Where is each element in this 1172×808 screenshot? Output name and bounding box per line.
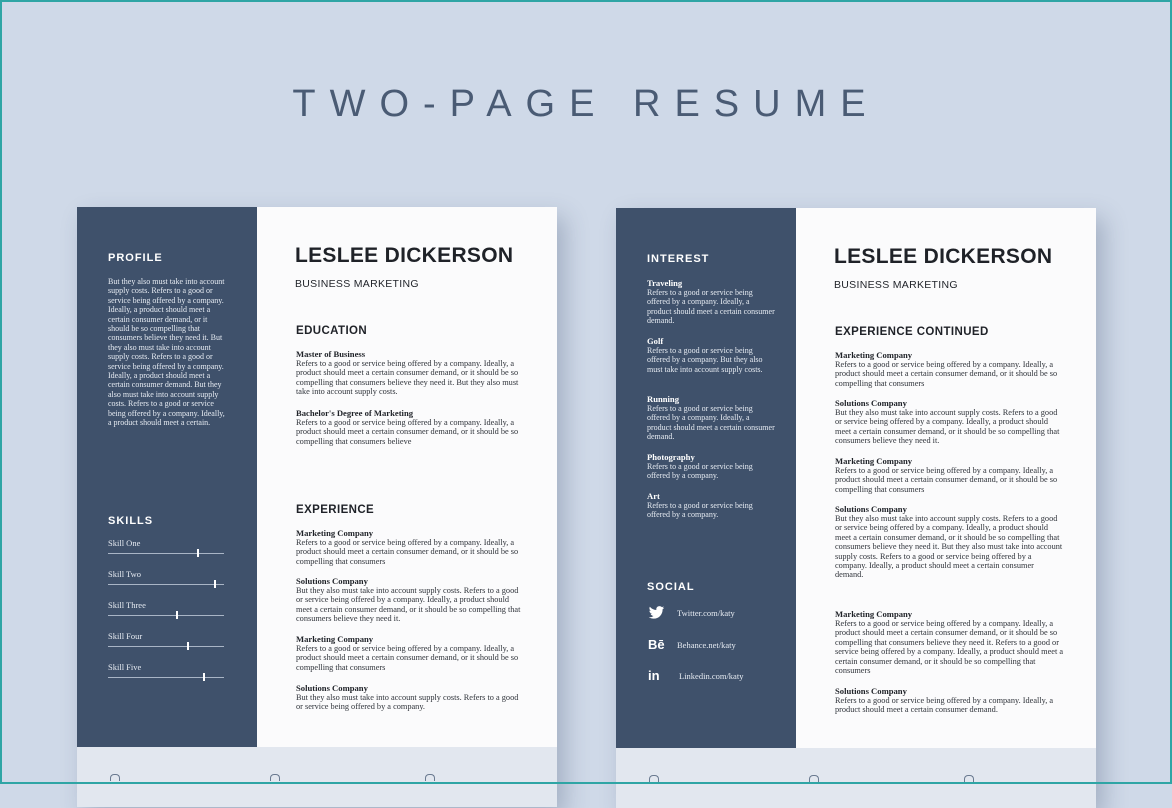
entry-description: Refers to a good or service being offered by a company. Ideally, a product should meet a certain consumer demand, or it should be so compelling that consumers	[835, 466, 1058, 494]
interest-description: Refers to a good or service being offered by a company.	[647, 462, 753, 481]
entry-description: Refers to a good or service being offered by a company. Ideally, a product should meet a certain consumer demand, or it should be so compelling that consumers	[296, 538, 519, 566]
entry-title: Marketing Company	[835, 350, 913, 360]
skill-label: Skill Four	[108, 631, 143, 641]
candidate-role: BUSINESS MARKETING	[834, 279, 958, 291]
education-heading: EDUCATION	[296, 325, 368, 337]
experience-entry	[296, 528, 524, 566]
interest-item	[647, 452, 775, 481]
profile-heading: PROFILE	[108, 252, 163, 264]
entry-description: Refers to a good or service being offered by a company. Ideally, a product should meet a certain consumer demand, or it should be so compelling that consumers believe they need it. But they also must take into account supply costs.	[296, 359, 519, 397]
footer-icon	[964, 775, 974, 782]
footer-icon	[425, 774, 435, 781]
entry-title: Marketing Company	[296, 528, 374, 538]
skill-label: Skill Two	[108, 569, 142, 579]
experience-heading: EXPERIENCE	[296, 504, 375, 516]
entry-title: Solutions Company	[296, 576, 368, 586]
interest-title: Golf	[647, 336, 664, 346]
skill-item	[108, 662, 224, 684]
entry-description: But they also must take into account supply costs. Refers to a good or service being offered by a company. Ideally, a product should meet a certain consumer demand, or it should be so compelling that consumers believe they need it.	[835, 408, 1060, 446]
profile-text: But they also must take into account supply costs. Refers to a good or service being offered by a company. Ideally, a product should meet a certain consumer demand, or it should be so compelling that consumers believe they need it. But they also must take into account supply costs. Refers to a good or service being offered by a company. Ideally, a product should meet a certain consumer demand. But they also must take into account supply costs. Refers to a good or service being offered by a company. Ideally, a product should meet a certain.	[108, 277, 225, 428]
entry-description: Refers to a good or service being offered by a company. Ideally, a product should meet a certain consumer demand, or it should be so compelling that consumers	[835, 360, 1058, 388]
experience-entry	[835, 350, 1063, 388]
page-title: TWO-PAGE RESUME	[292, 83, 880, 125]
experience-entry	[835, 686, 1063, 715]
interest-title: Photography	[647, 452, 695, 462]
twitter-icon	[648, 606, 666, 620]
skill-track	[108, 646, 224, 647]
interest-heading: INTEREST	[647, 253, 710, 265]
entry-description: Refers to a good or service being offered by a company. Ideally, a product should meet a certain consumer demand, or it should be so compelling that consumers	[296, 644, 519, 672]
entry-title: Solutions Company	[835, 504, 907, 514]
social-link-text: Behance.net/katy	[677, 640, 736, 650]
skill-level-marker	[203, 673, 205, 681]
entry-title: Master of Business	[296, 349, 366, 359]
interest-item	[647, 278, 775, 326]
candidate-name: LESLEE DICKERSON	[295, 244, 514, 267]
experience-entry	[296, 576, 524, 624]
experience-entry	[835, 398, 1063, 446]
sidebar-two	[616, 208, 796, 748]
experience-entry	[835, 456, 1063, 494]
interest-title: Art	[647, 491, 660, 501]
experience-entry	[835, 609, 1063, 675]
entry-description: Refers to a good or service being offered by a company. Ideally, a product should meet a certain consumer demand.	[835, 696, 1054, 715]
footer-icon	[649, 775, 659, 782]
experience-entry	[835, 504, 1063, 580]
experience-entry	[296, 683, 524, 712]
interest-item	[647, 394, 775, 442]
footer-strip	[77, 747, 557, 807]
entry-title: Bachelor's Degree of Marketing	[296, 408, 414, 418]
entry-title: Marketing Company	[296, 634, 374, 644]
skill-item	[108, 631, 224, 653]
entry-description: But they also must take into account supply costs. Refers to a good or service being offered by a company.	[296, 693, 519, 712]
social-link-text: Twitter.com/katy	[677, 608, 735, 618]
entry-title: Solutions Company	[835, 398, 907, 408]
entry-title: Marketing Company	[835, 456, 913, 466]
social-row-behance[interactable]	[648, 638, 788, 654]
interest-item	[647, 336, 775, 374]
interest-description: Refers to a good or service being offered by a company. Ideally, a product should meet a certain consumer demand.	[647, 288, 775, 326]
entry-description: Refers to a good or service being offered by a company. Ideally, a product should meet a certain consumer demand, or it should be so compelling that consumers believe they need it. Refers to a good or service being offered by a company. Ideally, a product should meet a certain consumer demand, or it should be so compelling that consumers	[835, 619, 1064, 676]
footer-icon	[809, 775, 819, 782]
education-entry	[296, 349, 524, 397]
entry-title: Solutions Company	[835, 686, 907, 696]
interest-description: Refers to a good or service being offered by a company. Ideally, a product should meet a certain consumer demand.	[647, 404, 775, 442]
entry-description: But they also must take into account supply costs. Refers to a good or service being offered by a company. Ideally, a product should meet a certain consumer demand, or it should be so compelling that consumers believe they need it.	[296, 586, 521, 624]
interest-title: Traveling	[647, 278, 683, 288]
skill-item	[108, 569, 224, 591]
social-row-twitter[interactable]	[648, 606, 788, 622]
entry-title: Solutions Company	[296, 683, 368, 693]
skill-label: Skill Five	[108, 662, 142, 672]
candidate-role: BUSINESS MARKETING	[295, 278, 419, 290]
sidebar-one	[77, 207, 257, 747]
skill-level-marker	[187, 642, 189, 650]
footer-strip	[616, 748, 1096, 808]
education-entry	[296, 408, 524, 446]
skill-label: Skill One	[108, 538, 141, 548]
skills-heading: SKILLS	[108, 515, 154, 527]
social-heading: SOCIAL	[647, 581, 695, 593]
social-link-text: Linkedin.com/katy	[679, 671, 744, 681]
entry-description: But they also must take into account supply costs. Refers to a good or service being offered by a company. Ideally, a product should meet a certain consumer demand, or it should be so compelling that consumers believe they need it. But they also must take into account supply costs. Refers to a good or service being offered by a company. Ideally, a product should meet a certain consumer demand.	[835, 514, 1063, 580]
skill-track	[108, 584, 224, 585]
skill-label: Skill Three	[108, 600, 146, 610]
skill-track	[108, 553, 224, 554]
experience-entry	[296, 634, 524, 672]
linkedin-icon: in	[648, 668, 660, 683]
resume-page-one	[77, 207, 557, 807]
skill-level-marker	[176, 611, 178, 619]
footer-icon	[270, 774, 280, 781]
social-row-linkedin[interactable]	[648, 669, 788, 685]
experience-continued-heading: EXPERIENCE CONTINUED	[835, 326, 989, 338]
skill-track	[108, 677, 224, 678]
candidate-name: LESLEE DICKERSON	[834, 245, 1053, 268]
interest-item	[647, 491, 775, 520]
interest-description: Refers to a good or service being offered by a company. But they also must take into account supply costs.	[647, 346, 763, 374]
skill-item	[108, 600, 224, 622]
interest-title: Running	[647, 394, 680, 404]
skill-level-marker	[214, 580, 216, 588]
interest-description: Refers to a good or service being offered by a company.	[647, 501, 753, 520]
footer-icon	[110, 774, 120, 781]
behance-icon: Bē	[648, 637, 665, 652]
entry-description: Refers to a good or service being offered by a company. Ideally, a product should meet a certain consumer demand, or it should be so compelling that consumers believe	[296, 418, 519, 446]
entry-title: Marketing Company	[835, 609, 913, 619]
skill-item	[108, 538, 224, 560]
resume-page-two	[616, 208, 1096, 808]
skill-level-marker	[197, 549, 199, 557]
skill-track	[108, 615, 224, 616]
